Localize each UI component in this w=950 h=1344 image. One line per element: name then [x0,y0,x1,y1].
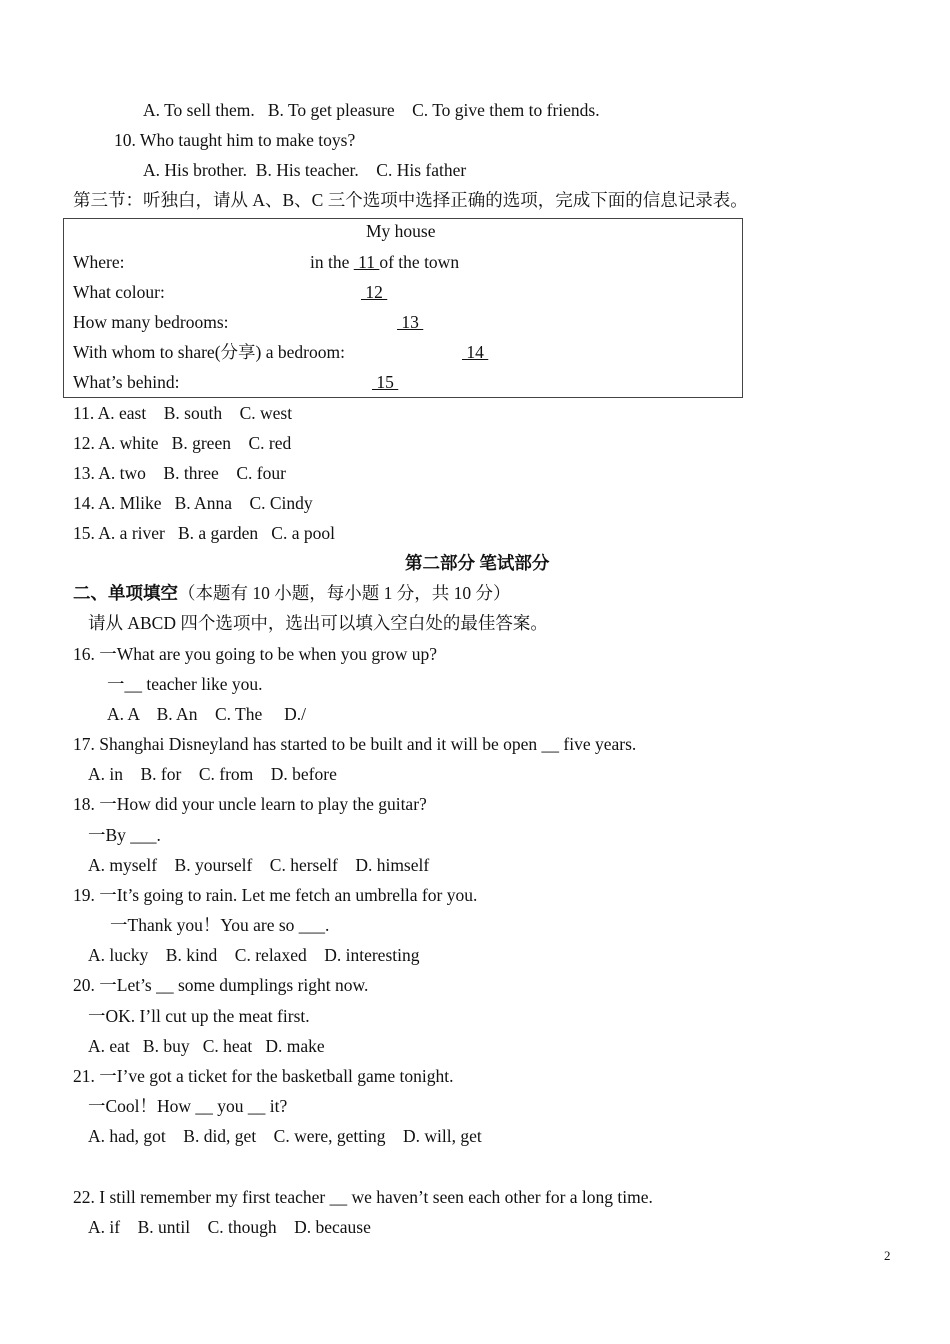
q19-question: 19. 一It’s going to rain. Let me fetch an umbrella for you. [73,885,478,905]
section2-heading [73,582,511,604]
answer-14: 14. A. Mlike B. Anna C. Cindy [73,493,313,513]
q9-options: A. To sell them. B. To get pleasure C. To give them to friends. [143,100,600,120]
q20-answer: 一OK. I’ll cut up the meat first. [88,1006,310,1026]
section2-title: 二、单项填空 [73,583,178,603]
q16-options: A. A B. An C. The D./ [107,704,307,724]
section3-instruction: 第三节：听独白，请从 A、B、C 三个选项中选择正确的选项，完成下面的信息记录表。 [73,190,748,210]
q20-options: A. eat B. buy C. heat D. make [88,1036,325,1056]
table-title: My house [366,221,436,241]
answer-13: 13. A. two B. three C. four [73,463,286,483]
blank-11: 11 [353,252,380,272]
q18-answer: 一By ___. [88,825,161,845]
blank-12: 12 [361,282,388,302]
q16-answer: 一__ teacher like you. [107,674,263,694]
q20-question: 20. 一Let’s __ some dumplings right now. [73,975,369,995]
q16-question: 16. 一What are you going to be when you grow up? [73,644,438,664]
q17-question: 17. Shanghai Disneyland has started to be built and it will be open __ five years. [73,734,637,754]
blank-13: 13 [397,312,424,332]
blank-15: 15 [372,372,399,392]
table-row-share-label: With whom to share(分享) a bedroom: [73,342,345,362]
q10-options: A. His brother. B. His teacher. C. His father [143,160,467,180]
section2-instruction: 请从 ABCD 四个选项中，选出可以填入空白处的最佳答案。 [88,613,548,633]
table-row-behind-label: What’s behind: [73,372,180,392]
q21-question: 21. 一I’ve got a ticket for the basketball game tonight. [73,1066,454,1086]
q10-question: 10. Who taught him to make toys? [114,130,356,150]
table-row-bedrooms-label: How many bedrooms: [73,312,229,332]
q21-options: A. had, got B. did, get C. were, getting D. will, get [88,1126,482,1146]
q18-question: 18. 一How did your uncle learn to play the guitar? [73,794,427,814]
q19-options: A. lucky B. kind C. relaxed D. interesting [88,945,420,965]
q18-options: A. myself B. yourself C. herself D. himself [88,855,430,875]
q22-options: A. if B. until C. though D. because [88,1217,371,1237]
q21-answer: 一Cool！How __ you __ it? [88,1096,288,1116]
answer-15: 15. A. a river B. a garden C. a pool [73,523,335,543]
answer-12: 12. A. white B. green C. red [73,433,292,453]
blank-14: 14 [462,342,489,362]
q17-options: A. in B. for C. from D. before [88,764,337,784]
q22-question: 22. I still remember my first teacher __ we haven’t seen each other for a long time. [73,1187,653,1207]
table-row-where-label: Where: [73,252,125,272]
q19-answer: 一Thank you！You are so ___. [110,915,330,935]
page-number: 2 [884,1248,891,1263]
table-row-colour-label: What colour: [73,282,165,302]
section2-note: （本题有 10 小题，每小题 1 分，共 10 分） [178,583,511,603]
part2-title: 第二部分 笔试部分 [405,553,550,573]
answer-11: 11. A. east B. south C. west [73,403,293,423]
table-row-where-value: in the 11 of the town [310,252,460,272]
